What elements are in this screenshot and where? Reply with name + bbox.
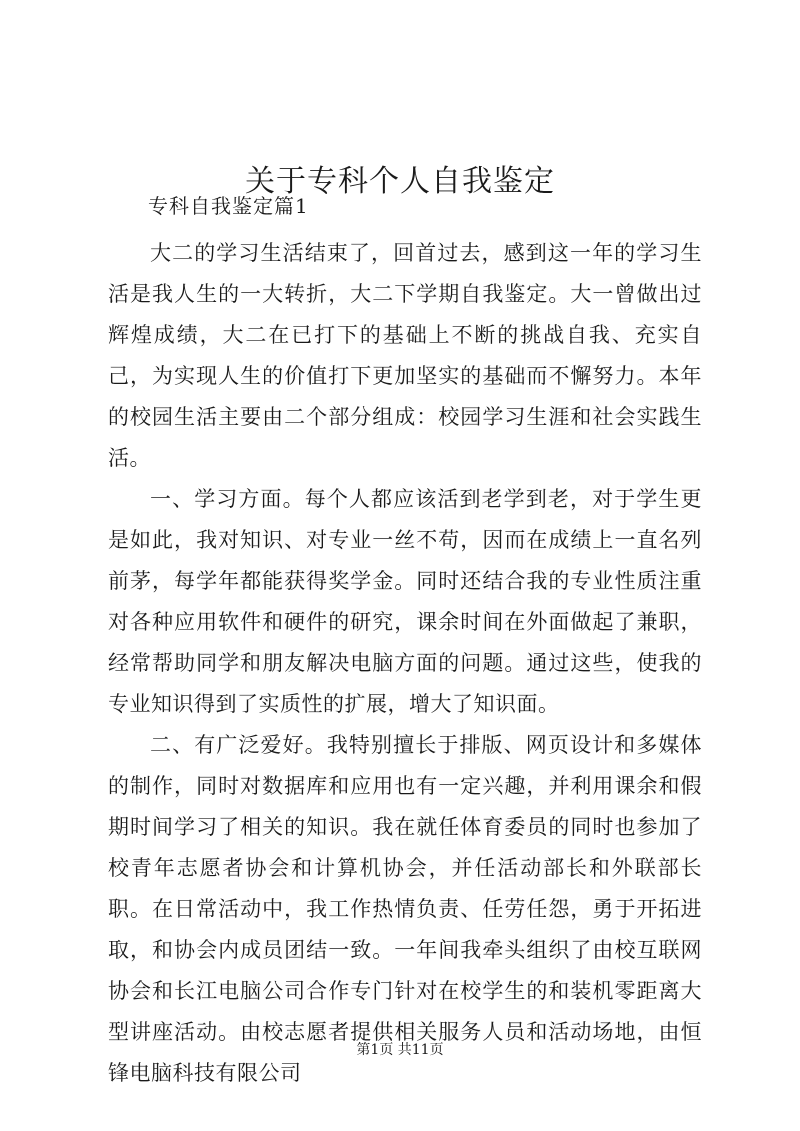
paragraph-study: 一、学习方面。每个人都应该活到老学到老，对于学生更是如此，我对知识、对专业一丝不苟，因而在成绩上一直名列前茅，每学年都能获得奖学金。同时还结合我的专业性质注重对各种应用软件和硬件的研究，课余时间在外面做起了兼职，经常帮助同学和朋友解决电脑方面的问题。通过这些，使我的专业知识得到了实质性的扩展，增大了知识面。 (108, 487, 702, 716)
section-heading: 专科自我鉴定篇1 (148, 194, 309, 218)
page-number-footer: 第1页 共11页 (356, 1042, 444, 1058)
document-body (108, 233, 702, 1094)
paragraph-hobbies: 二、有广泛爱好。我特别擅长于排版、网页设计和多媒体的制作，同时对数据库和应用也有一定兴趣，并利用课余和假期时间学习了相关的知识。我在就任体育委员的同时也参加了校青年志愿者协会和计算机协会，并任活动部长和外联部长职。在日常活动中，我工作热情负责、任劳任怨，勇于开拓进取，和协会内成员团结一致。一年间我牵头组织了由校互联网协会和长江电脑公司合作专门针对在校学生的和装机零距离大型讲座活动。由校志愿者提供相关服务人员和活动场地，由恒锋电脑科技有限公司 (108, 733, 702, 1085)
page-title: 关于专科个人自我鉴定 (245, 164, 555, 200)
paragraph-intro: 大二的学习生活结束了，回首过去，感到这一年的学习生活是我人生的一大转折，大二下学期自我鉴定。大一曾做出过辉煌成绩，大二在已打下的基础上不断的挑战自我、充实自己，为实现人生的价值打下更加坚实的基础而不懈努力。本年的校园生活主要由二个部分组成：校园学习生涯和社会实践生活。 (108, 241, 702, 470)
